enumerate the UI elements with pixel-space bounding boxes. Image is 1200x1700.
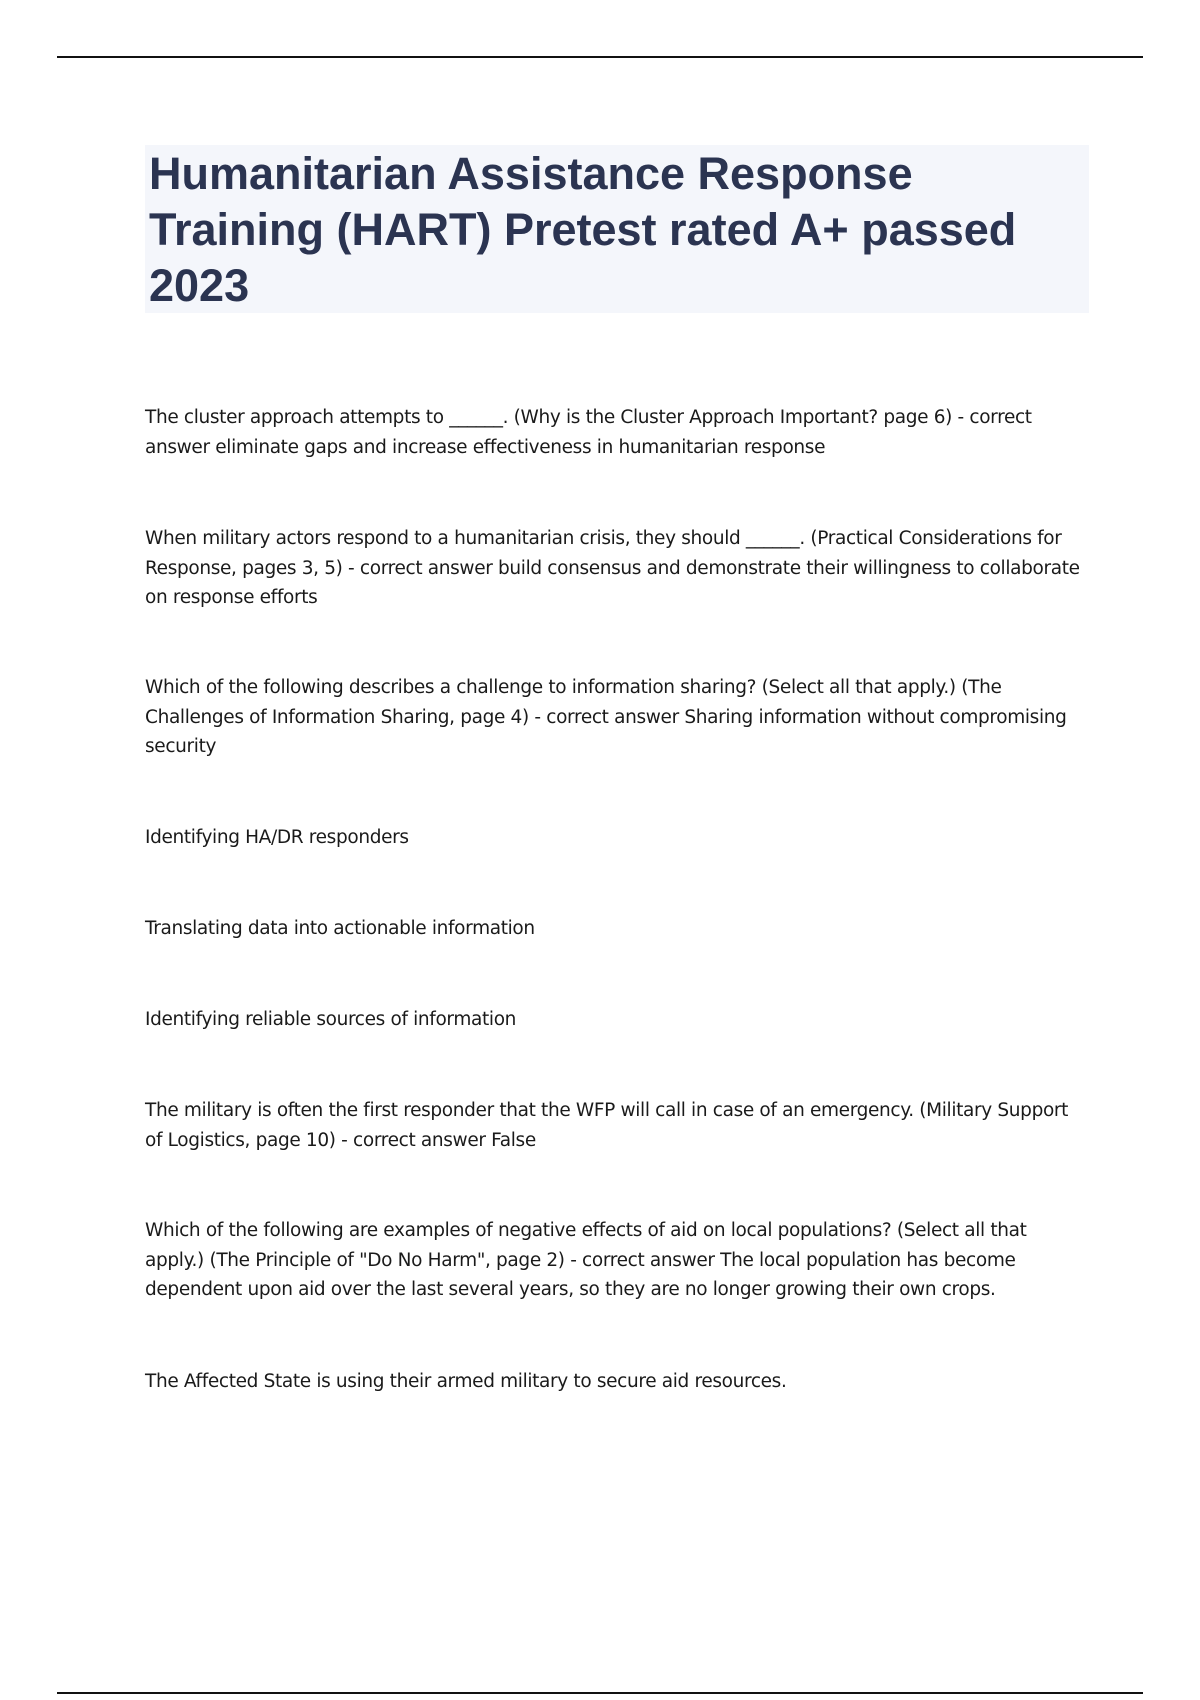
answer-text: eliminate gaps and increase effectiveness in humanitarian response bbox=[215, 436, 826, 458]
question-text: The military is often the first responder that the WFP will call in case of an emergency. (Military Support of Logistics, page 10) bbox=[145, 1100, 1069, 1151]
question-text: When military actors respond to a humanitarian crisis, they should ______. (Practical Considerations for Response, pages 3, 5) bbox=[145, 528, 1062, 579]
answer-separator: - correct answer bbox=[564, 1249, 721, 1271]
top-rule bbox=[57, 56, 1143, 58]
option-text: Translating data into actionable information bbox=[145, 918, 535, 939]
option-text: Identifying reliable sources of information bbox=[145, 1009, 517, 1030]
document-title: Humanitarian Assistance Response Training (HART) Pretest rated A+ passed 2023 bbox=[149, 148, 1017, 311]
qa-entry bbox=[145, 673, 1085, 762]
answer-separator: - correct answer bbox=[342, 557, 499, 579]
answer-text: False bbox=[491, 1129, 536, 1151]
answer-text: The local population has become dependent upon aid over the last several years, so they are no longer growing their own crops. bbox=[145, 1249, 1016, 1300]
qa-entry bbox=[145, 403, 1085, 462]
question-text: Which of the following are examples of negative effects of aid on local populations? (Select all that apply.) (The Principle of "Do No Harm", page 2) bbox=[145, 1220, 1027, 1271]
answer-text: Sharing information without compromising security bbox=[145, 706, 1067, 757]
answer-text: build consensus and demonstrate their willingness to collaborate on response efforts bbox=[145, 557, 1080, 608]
answer-separator: - correct answer bbox=[145, 407, 1032, 458]
option-text: The Affected State is using their armed military to secure aid resources. bbox=[145, 1371, 787, 1392]
answer-separator: - correct answer bbox=[528, 706, 685, 728]
qa-entry bbox=[145, 1216, 1085, 1305]
bottom-rule bbox=[57, 1692, 1143, 1694]
option-text: Identifying HA/DR responders bbox=[145, 827, 409, 848]
answer-separator: - correct answer bbox=[335, 1129, 492, 1151]
title-banner bbox=[145, 145, 1089, 313]
question-text: Which of the following describes a challenge to information sharing? (Select all that apply.) (The Challenges of Information Sharing, page 4) bbox=[145, 677, 1002, 728]
question-text: The cluster approach attempts to ______. (Why is the Cluster Approach Important? page 6) bbox=[145, 407, 952, 428]
qa-entry bbox=[145, 524, 1085, 613]
qa-entry bbox=[145, 1096, 1085, 1155]
